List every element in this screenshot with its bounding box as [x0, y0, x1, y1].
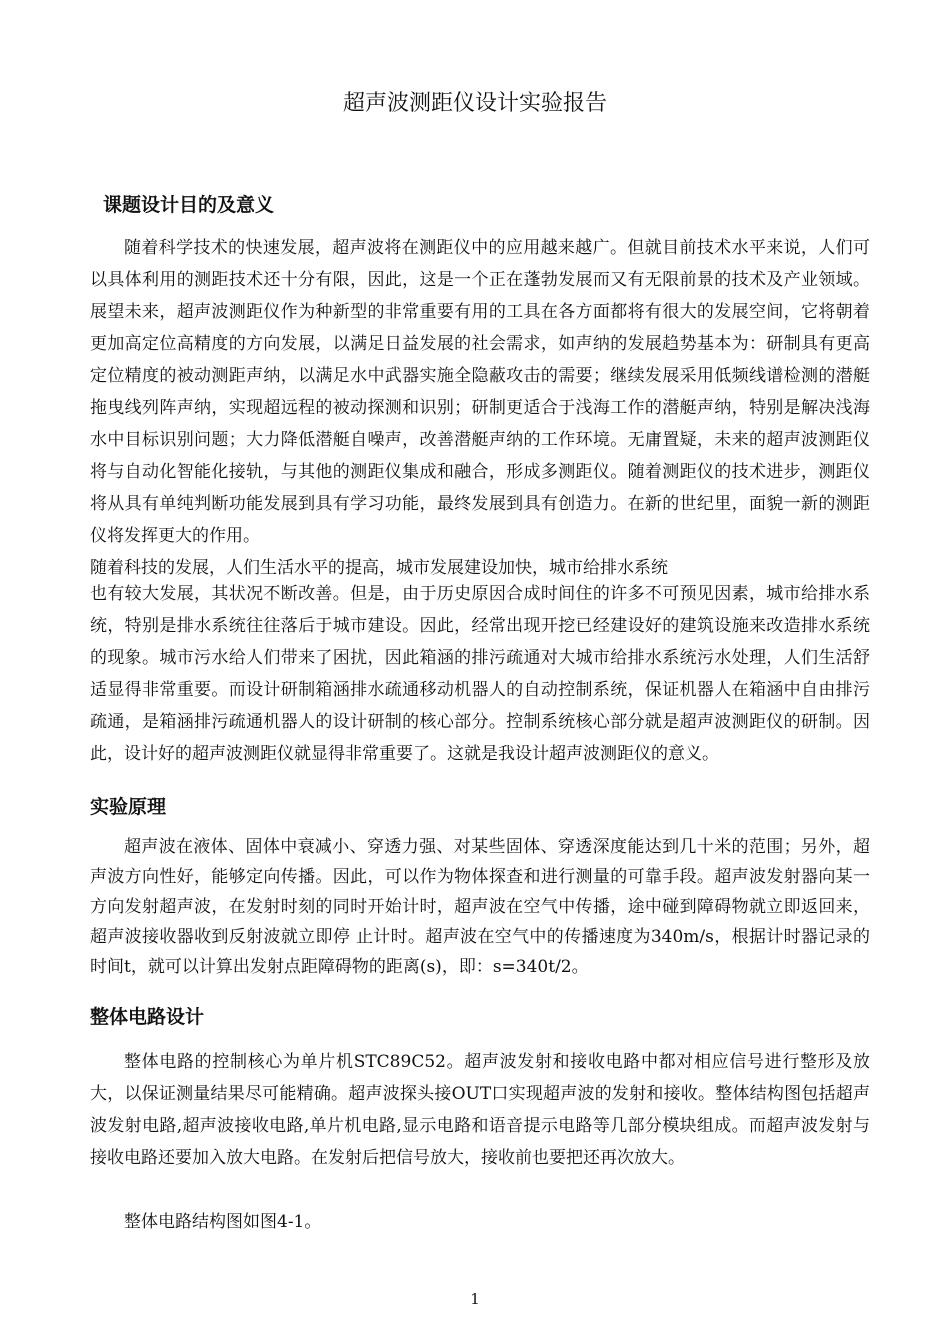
paragraph-circuit-1: 整体电路的控制核心为单片机STC89C52。超声波发射和接收电路中都对相应信号进行整形及放大，以保证测量结果尽可能精确。超声波探头接OUT口实现超声波的发射和接收。整体结构图包括超声波发射电路,超声波接收电路,单片机电路,显示电路和语音提示电路等几部分模块组成。而超声波发射与接收电路还要加入放大电路。在发射后把信号放大，接收前也要把还再次放大。 — [90, 1052, 870, 1168]
paragraph-purpose-3: 也有较大发展，其状况不断改善。但是，由于历史原因合成时间住的许多不可预见因素，城市给排水系统，特别是排水系统往往落后于城市建设。因此，经常出现开挖已经建设好的建筑设施来改造排水系统的现象。城市污水给人们带来了困扰，因此箱涵的排污疏通对大城市给排水系统污水处理，人们生活舒适显得非常重要。而设计研制箱涵排水疏通移动机器人的自动控制系统，保证机器人在箱涵中自由排污疏通，是箱涵排污疏通机器人的设计研制的核心部分。控制系统核心部分就是超声波测距仪的研制。因此，设计好的超声波测距仪就显得非常重要了。这就是我设计超声波测距仪的意义。 — [90, 584, 870, 764]
section-heading-circuit: 整体电路设计 — [90, 1006, 205, 1028]
section-heading-purpose: 课题设计目的及意义 — [103, 194, 275, 216]
paragraph-circuit-2: 整体电路结构图如图4-1。 — [124, 1212, 322, 1232]
paragraph-purpose-1: 随着科学技术的快速发展，超声波将在测距仪中的应用越来越广。但就目前技术水平来说，人们可以具体利用的测距技术还十分有限，因此，这是一个正在蓬勃发展而又有无限前景的技术及产业领域。展望未来，超声波测距仪作为种新型的非常重要有用的工具在各方面都将有很大的发展空间，它将朝着更加高定位高精度的方向发展，以满足日益发展的社会需求，如声纳的发展趋势基本为：研制具有更高定位精度的被动测距声纳，以满足水中武器实施全隐蔽攻击的需要；继续发展采用低频线谱检测的潜艇拖曳线列阵声纳，实现超远程的被动探测和识别；研制更适合于浅海工作的潜艇声纳，特别是解决浅海水中目标识别问题；大力降低潜艇自噪声，改善潜艇声纳的工作环境。无庸置疑，未来的超声波测距仪将与自动化智能化接轨，与其他的测距仪集成和融合，形成多测距仪。随着测距仪的技术进步，测距仪将从具有单纯判断功能发展到具有学习功能，最终发展到具有创造力。在新的世纪里，面貌一新的测距仪将发挥更大的作用。 — [90, 238, 870, 546]
document-title: 超声波测距仪设计实验报告 — [342, 91, 607, 116]
paragraph-principle: 超声波在液体、固体中衰减小、穿透力强、对某些固体、穿透深度能达到几十米的范围；另外，超声波方向性好，能够定向传播。因此，可以作为物体探查和进行测量的可靠手段。超声波发射器向某一方向发射超声波，在发射时刻的同时开始计时，超声波在空气中传播，途中碰到障碍物就立即返回来，超声波接收器收到反射波就立即停 止计时。超声波在空气中的传播速度为340m/s，根据计时器记录的时间t，就可以计算出发射点距障碍物的距离(s)，即：s=340t/2。 — [90, 837, 870, 977]
paragraph-purpose-2: 随着科技的发展，人们生活水平的提高，城市发展建设加快，城市给排水系统 — [90, 558, 668, 578]
section-heading-principle: 实验原理 — [90, 796, 167, 818]
page-number: 1 — [470, 1290, 480, 1308]
